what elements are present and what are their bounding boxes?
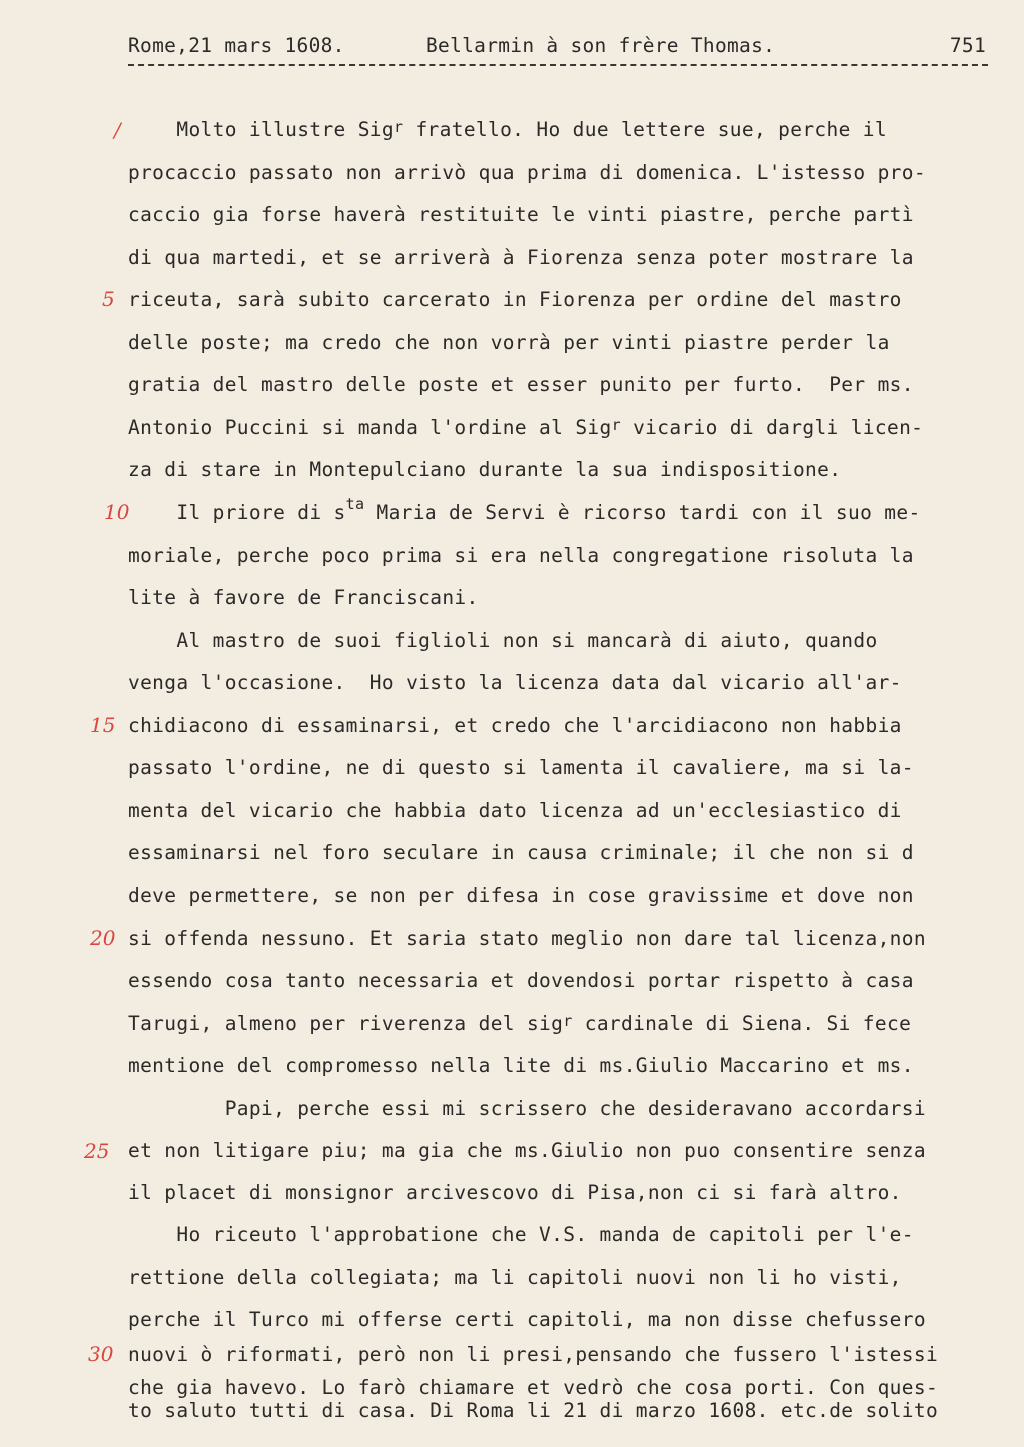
text-line: procaccio passato non arrivò qua prima di domenica. L'istesso pro- bbox=[128, 161, 926, 184]
text-line: passato l'ordine, ne di questo si lamenta il cavaliere, ma si la- bbox=[128, 756, 914, 779]
text-line: di qua martedi, et se arriverà à Fiorenza senza poter mostrare la bbox=[128, 246, 914, 269]
text-line: il placet di monsignor arcivescovo di Pisa,non ci si farà altro. bbox=[128, 1181, 902, 1204]
text-line: essaminarsi nel foro seculare in causa criminale; il che non si d bbox=[128, 841, 914, 864]
margin-number-15: 15 bbox=[90, 713, 116, 737]
text-line: delle poste; ma credo che non vorrà per vinti piastre perder la bbox=[128, 331, 890, 354]
text-line: et non litigare piu; ma gia che ms.Giulio non puo consentire senza bbox=[128, 1139, 926, 1162]
text-line: caccio gia forse haverà restituite le vinti piastre, perche partì bbox=[128, 203, 914, 226]
text-line: moriale, perche poco prima si era nella congregatione risoluta la bbox=[128, 544, 914, 567]
text-line: Papi, perche essi mi scrissero che desideravano accordarsi bbox=[128, 1097, 926, 1120]
text-line: menta del vicario che habbia dato licenza ad un'ecclesiastico di bbox=[128, 799, 902, 822]
margin-number-1: / bbox=[114, 118, 121, 142]
page-number: 751 bbox=[949, 34, 986, 57]
margin-number-10: 10 bbox=[104, 500, 130, 524]
text-line: rettione della collegiata; ma li capitoli nuovi non li ho visti, bbox=[128, 1266, 902, 1289]
text-line: perche il Turco mi offerse certi capitoli, ma non disse chefussero bbox=[128, 1308, 926, 1331]
text-line: che gia havevo. Lo farò chiamare et vedrò che cosa porti. Con ques- bbox=[128, 1376, 939, 1399]
text-line: chidiacono di essaminarsi, et credo che l'arcidiacono non habbia bbox=[128, 714, 902, 737]
margin-number-20: 20 bbox=[90, 926, 116, 950]
text-line: Antonio Puccini si manda l'ordine al Sig$^r$ vicario di dargli licen- bbox=[128, 416, 924, 439]
text-line: Al mastro de suoi figlioli non si mancarà di aiuto, quando bbox=[128, 629, 878, 652]
margin-number-30: 30 bbox=[88, 1342, 114, 1366]
text-line: Molto illustre Sig$^r$ fratello. Ho due lettere sue, perche il bbox=[128, 118, 887, 141]
margin-number-5: 5 bbox=[102, 287, 115, 311]
text-line: Il priore di $s^{ta}$ Maria de Servi è ricorso tardi con il suo me- bbox=[128, 495, 921, 524]
text-line: lite à favore de Franciscani. bbox=[128, 586, 479, 609]
text-line: si offenda nessuno. Et saria stato meglio non dare tal licenza,non bbox=[128, 927, 926, 950]
text-line: Tarugi, almeno per riverenza del sig$^r$ cardinale di Siena. Si fece bbox=[128, 1012, 912, 1035]
header-divider bbox=[128, 64, 988, 66]
header-letter-title: Bellarmin à son frère Thomas. bbox=[426, 34, 776, 57]
text-line: mentione del compromesso nella lite di ms.Giulio Maccarino et ms. bbox=[128, 1054, 914, 1077]
text-line: Ho riceuto l'approbatione che V.S. manda de capitoli per l'e- bbox=[128, 1223, 914, 1246]
text-line: gratia del mastro delle poste et esser punito per furto. Per ms. bbox=[128, 373, 914, 396]
text-line: deve permettere, se non per difesa in cose gravissime et dove non bbox=[128, 884, 914, 907]
text-line: nuovi ò riformati, però non li presi,pensando che fussero l'istessi bbox=[128, 1343, 939, 1366]
text-line: riceuta, sarà subito carcerato in Fiorenza per ordine del mastro bbox=[128, 288, 902, 311]
text-line: venga l'occasione. Ho visto la licenza data dal vicario all'ar- bbox=[128, 671, 902, 694]
text-line: essendo cosa tanto necessaria et dovendosi portar rispetto à casa bbox=[128, 969, 914, 992]
header-place-date: Rome,21 mars 1608. bbox=[128, 34, 345, 57]
text-line: za di stare in Montepulciano durante la sua indispositione. bbox=[128, 458, 842, 481]
text-line: to saluto tutti di casa. Di Roma li 21 di marzo 1608. etc.de solito bbox=[128, 1399, 939, 1422]
margin-number-25: 25 bbox=[84, 1139, 110, 1163]
